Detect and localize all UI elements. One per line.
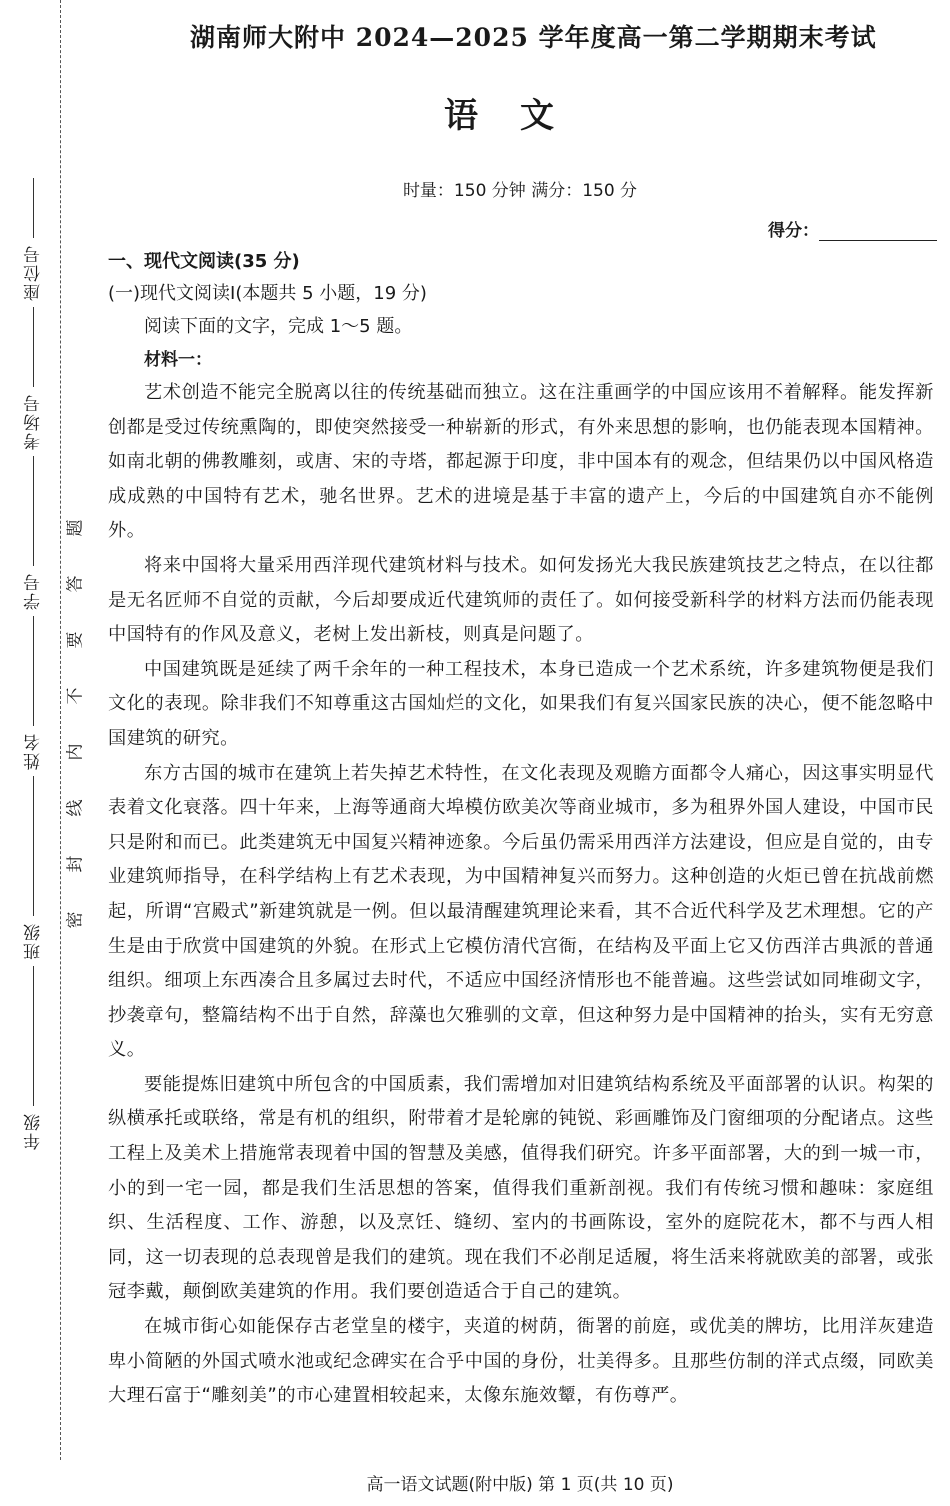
seal-char: 封 <box>65 855 85 873</box>
seal-notice <box>64 500 86 948</box>
class-label: 班级 <box>23 922 44 960</box>
subsection-heading: (一)现代文阅读Ⅰ(本题共 5 小题，19 分) <box>108 283 427 304</box>
section-heading: 一、现代文阅读(35 分) <box>108 251 300 272</box>
fill-line <box>33 307 34 387</box>
paragraph: 要能提炼旧建筑中所包含的中国质素，我们需增加对旧建筑结构系统及平面部署的认识。构架的纵横承托或联络，常是有机的组织，附带着才是轮廓的钝锐、彩画雕饰及门窗细项的分配诸点。这些工程上及美术上措施常表现着中国的智慧及美感，值得我们研究。许多平面部署，大的到一城一市，小的到一宅一园，都是我们生活思想的答案，值得我们重新剖视。我们有传统习惯和趣味：家庭组织、生活程度、工作、游憩，以及烹饪、缝纫、室内的书画陈设，室外的庭院花木，都不与西人相同，这一切表现的总表现曾是我们的建筑。现在我们不必削足适履，将生活来将就欧美的部署，或张冠李戴，颠倒欧美建筑的作用。我们要创造适合于自己的建筑。 <box>108 1073 934 1303</box>
seal-char: 不 <box>65 687 85 705</box>
fill-line <box>33 776 34 916</box>
paragraph: 艺术创造不能完全脱离以往的传统基础而独立。这在注重画学的中国应该用不着解释。能发挥新创都是受过传统熏陶的，即使突然接受一种崭新的形式，有外来思想的影响，也仍能表现本国精神。如南北朝的佛教雕刻，或唐、宋的寺塔，都起源于印度，非中国本有的观念，但结果仍以中国风格造成成熟的中国特有艺术，驰名世界。艺术的进境是基于丰富的遗产上，今后的中国建筑自亦不能例外。 <box>108 382 934 542</box>
fill-line <box>33 456 34 566</box>
grade-label: 年级 <box>23 1112 44 1150</box>
seal-char: 线 <box>65 799 85 817</box>
seat-number-label: 座位号 <box>23 244 44 301</box>
exam-title: 湖南师大附中 2024—2025 学年度高一第二学期期末考试 <box>190 23 877 52</box>
score-fill-line[interactable] <box>819 222 937 241</box>
seal-char: 内 <box>65 743 85 761</box>
reading-section <box>108 246 934 1414</box>
seal-char: 要 <box>65 631 85 649</box>
exam-meta: 时量：150 分钟 满分：150 分 <box>402 181 638 201</box>
seal-char: 密 <box>65 911 85 929</box>
score-box <box>768 216 937 241</box>
paragraph: 东方古国的城市在建筑上若失掉艺术特性，在文化表现及观瞻方面都令人痛心，因这事实明显代表着文化衰落。四十年来，上海等通商大埠模仿欧美次等商业城市，多为租界外国人建设，中国市民只是附和而已。此类建筑无中国复兴精神迹象。今后虽仍需采用西洋方法建设，但应是自觉的，由专业建筑师指导，在科学结构上有艺术表现，为中国精神复兴而努力。这种创造的火炬已曾在抗战前燃起，所谓“宫殿式”新建筑就是一例。但以最清醒建筑理论来看，其不合近代科学及艺术理想。它的产生是由于欣赏中国建筑的外貌。在形式上它模仿清代宫衙，在结构及平面上它又仿西洋古典派的普通组织。细项上东西凑合且多属过去时代，不适应中国经济情形也不能普遍。这些尝试如同堆砌文字，抄袭章句，整篇结构不出于自然，辞藻也欠雅驯的文章，但这种努力是中国精神的抬头，实有无穷意义。 <box>108 762 934 1061</box>
seal-char: 题 <box>65 519 85 537</box>
material-label: 材料一： <box>144 350 212 370</box>
fill-line <box>33 616 34 726</box>
instruction: 阅读下面的文字，完成 1～5 题。 <box>144 316 413 337</box>
score-label: 得分： <box>768 221 819 241</box>
subject-title: 语文 <box>444 96 596 136</box>
seal-dashed-line <box>60 0 61 1460</box>
paragraph: 将来中国将大量采用西洋现代建筑材料与技术。如何发扬光大我民族建筑技艺之特点，在以往都是无名匠师不自觉的贡献，今后却要成近代建筑师的责任了。如何接受新科学的材料方法而仍能表现中国特有的作风及意义，老树上发出新枝，则真是问题了。 <box>108 554 934 646</box>
seat-number-field <box>20 178 46 1156</box>
exam-room-label: 考场号 <box>23 393 44 450</box>
paragraph: 中国建筑既是延续了两千余年的一种工程技术，本身已造成一个艺术系统，许多建筑物便是我们文化的表现。除非我们不知尊重这古国灿烂的文化，如果我们有复兴国家民族的决心，便不能忽略中国建筑的研究。 <box>108 658 934 749</box>
page-footer: 高一语文试题(附中版) 第 1 页(共 10 页) <box>366 1475 674 1495</box>
student-id-label: 学号 <box>23 572 44 610</box>
name-label: 姓名 <box>23 732 44 770</box>
paragraph: 在城市街心如能保存古老堂皇的楼宇，夹道的树荫，衙署的前庭，或优美的牌坊，比用洋灰建造卑小简陋的外国式喷水池或纪念碑实在合乎中国的身份，壮美得多。且那些仿制的洋式点缀，同欧美大理石富于“雕刻美”的市心建置相较起来，太像东施效颦，有伤尊严。 <box>108 1316 934 1407</box>
fill-line <box>33 966 34 1106</box>
seal-char: 答 <box>65 575 85 593</box>
